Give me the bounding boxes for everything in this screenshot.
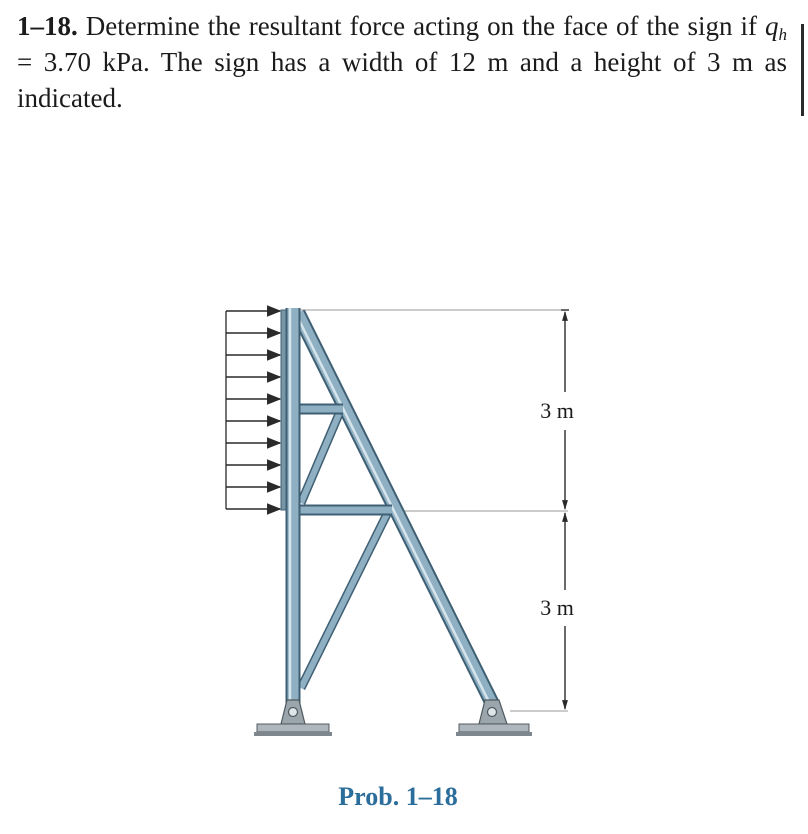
load-symbol-letter: q xyxy=(765,11,779,41)
sign-face xyxy=(281,310,286,510)
distributed-load-arrows xyxy=(226,311,280,509)
right-pin-support xyxy=(456,700,532,736)
height-dimension xyxy=(561,310,569,709)
problem-text-part1: Determine the resultant force acting on the face of the sign if xyxy=(85,11,758,41)
left-pin-support xyxy=(254,700,332,736)
frame-members xyxy=(290,308,492,704)
problem-number: 1–18. xyxy=(17,11,78,41)
problem-text-part2: = 3.70 kPa. The sign has a width of 12 m and a height of 3 m as indicated. xyxy=(17,47,787,113)
load-symbol-subscript: h xyxy=(778,25,788,44)
dimension-label-upper: 3 m xyxy=(540,398,574,423)
figure-caption: Prob. 1–18 xyxy=(338,782,458,811)
dimension-label-lower: 3 m xyxy=(540,595,574,620)
